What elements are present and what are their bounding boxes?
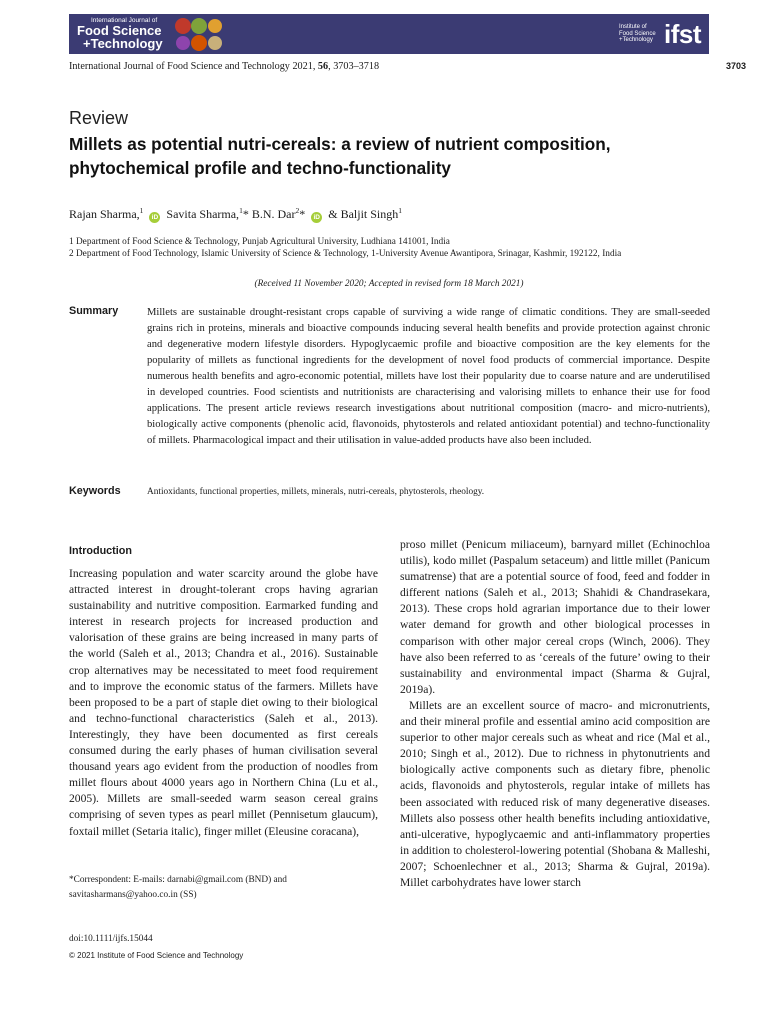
ifst-logo-small: Institute of Food Science +Technology [619, 24, 656, 44]
ifst-logo-text: ifst [664, 18, 701, 49]
body-paragraph: Increasing population and water scarcity around the globe have attracted interest in drought-tolerant crops having agrarian sustainability and nutritive composition. Earmarked funding and interest in research projects for increased production and valorisation of these grains are being increased in many parts of the world (Saleh et al., 2013; Chandra et al., 2016). Sustainable crop alternatives may be necessitated to meet food requirement and to improve the economic status of the farmers. Millets have been proposed to be a part of staple diet owing to their biological and techno-functional characteristics (Saleh et al., 2013). Interestingly, they have been documented as first cereals consumed during the early phases of human civilisation several thousand years ago evident from the production of noodles from millet flours about 4000 years ago in Northern China (Lu et al., 2005). Millets are small-seeded warm season cereal grains comprising of seven types as pearl millet (Pennisetum glaucum), foxtail millet (Setaria italic), finger millet (Eleusine coracana), [69, 567, 378, 838]
journal-logo[interactable] [77, 17, 177, 51]
correspondence-footnote [69, 873, 369, 903]
corresponding-mark: * [242, 207, 249, 221]
author-affiliation-mark: 1 [398, 206, 402, 215]
corresponding-mark: * [299, 207, 306, 221]
doi-link[interactable]: doi:10.1111/ijfs.15044 [69, 934, 153, 944]
body-paragraph: Millets are an excellent source of macro- and micronutrients, and their mineral profile and essential amino acid composition are superior to other major cereals such as wheat and rice (Mal et al., 2010; Singh et al., 2012). Due to richness in phytonutrients and biologically active components such as dietary fibre, phenolic acids, flavonoids and phytosterols, regular intake of millets has been associated with reduced risk of many degenerative diseases. Millets also possess other health benefits including antioxidative, anti-ulcerative, hypoglycaemic and anti-inflammatory properties in addition to cholesterol-lowering potential (Shobana & Malleshi, 2007; Schoenlechner et al., 2013; Sharma & Gujral, 2019a). Millet carbohydrates have lower starch [400, 698, 710, 889]
author-affiliation-mark: 1 [139, 206, 144, 215]
ifst-logo[interactable] [619, 18, 701, 50]
page-number: 3703 [725, 61, 746, 71]
section-heading: Introduction [69, 545, 132, 557]
journal-cover-images-icon [173, 16, 223, 52]
copyright-notice: © 2021 Institute of Food Science and Technology [69, 951, 244, 960]
left-column [69, 566, 378, 840]
author-name: Rajan Sharma, [69, 207, 140, 221]
correspondent-line: savitasharmans@yahoo.co.in (SS) [69, 890, 197, 900]
journal-citation [69, 61, 379, 72]
journal-pages: , 3703–3718 [328, 61, 380, 72]
summary-label: Summary [69, 305, 119, 317]
author-name: & Baljit Singh [328, 207, 399, 221]
affiliation-item: 1 Department of Food Science & Technology, Punjab Agricultural University, Ludhiana 141001, India [69, 237, 450, 247]
article-title: Millets as potential nutri-cereals: a review of nutrient composition, phytochemical profile and techno-functionality [69, 134, 611, 178]
author-name: B.N. Dar [251, 207, 296, 221]
journal-logo-small: International Journal of [91, 17, 158, 24]
article-type: Review [69, 108, 129, 128]
author-list [69, 206, 402, 223]
journal-logo-line1: Food Science [77, 23, 162, 38]
orcid-icon[interactable]: iD [311, 212, 322, 223]
author-affiliation-mark: 2 [295, 206, 300, 215]
author-affiliation-mark: 1 [239, 206, 243, 215]
right-column [400, 537, 710, 891]
journal-volume: 56 [317, 61, 329, 72]
author-name: Savita Sharma, [166, 207, 240, 221]
affiliations [69, 236, 719, 261]
journal-logo-line2: +Technology [83, 36, 163, 51]
orcid-icon[interactable]: iD [149, 212, 160, 223]
journal-banner [69, 14, 709, 54]
summary-text: Millets are sustainable drought-resistant crops capable of surviving a wide range of climatic conditions. They are small-seeded grains rich in proteins, minerals and bioactive compounds inducing several health benefits and provide protection against chronic and degenerative modern lifestyle disorders. Hypoglycaemic profile and bioactive composition are the key elements for the popularity of millets as functional ingredients for the development of novel food products of commercial importance. Despite numerous health benefits and agro-economic potential, millets have lost their popularity due to coarse nature and are underutilised in developed countries. Food scientists and nutritionists are characterising and valorising millets to enhance their use for food applications. The present article reviews research investigations about nutritional composition (macro- and micro-nutrients), biologically active components (phenolic acid, flavonoids, phytosterols and related antioxidant potential) and techno-functionality of millets. Pharmacological impact and their utilisation in value-added products have also been included. [147, 307, 710, 446]
keywords-label: Keywords [69, 485, 121, 497]
body-paragraph: proso millet (Penicum miliaceum), barnyard millet (Echinochloa utilis), kodo millet (Paspalum setaceum) and little millet (Panicum sumatrense) that are a potential source of food, feed and fodder in different nations (Saleh et al., 2013; Shahidi & Chandrasekara, 2013). These crops hold agrarian importance due to their lower water demand for growth and other biological processes in comparison with other major cereal crops (Winch, 2006). They have also been referred to as ‘cereals of the future’ owing to their sustainability and environmental impact (Sharma & Gujral, 2019a). [400, 538, 710, 696]
correspondent-line: *Correspondent: E-mails: darnabi@gmail.com (BND) and [69, 875, 287, 885]
keywords-text: Antioxidants, functional properties, millets, minerals, nutri-cereals, phytosterols, rheology. [147, 487, 485, 497]
affiliation-item: 2 Department of Food Technology, Islamic University of Science & Technology, 1-University Avenue Awantipora, Srinagar, Kashmir, 192122, India [69, 249, 622, 260]
received-dates: (Received 11 November 2020; Accepted in revised form 18 March 2021) [254, 279, 524, 289]
journal-name: International Journal of Food Science and Technology 2021, [69, 61, 318, 72]
